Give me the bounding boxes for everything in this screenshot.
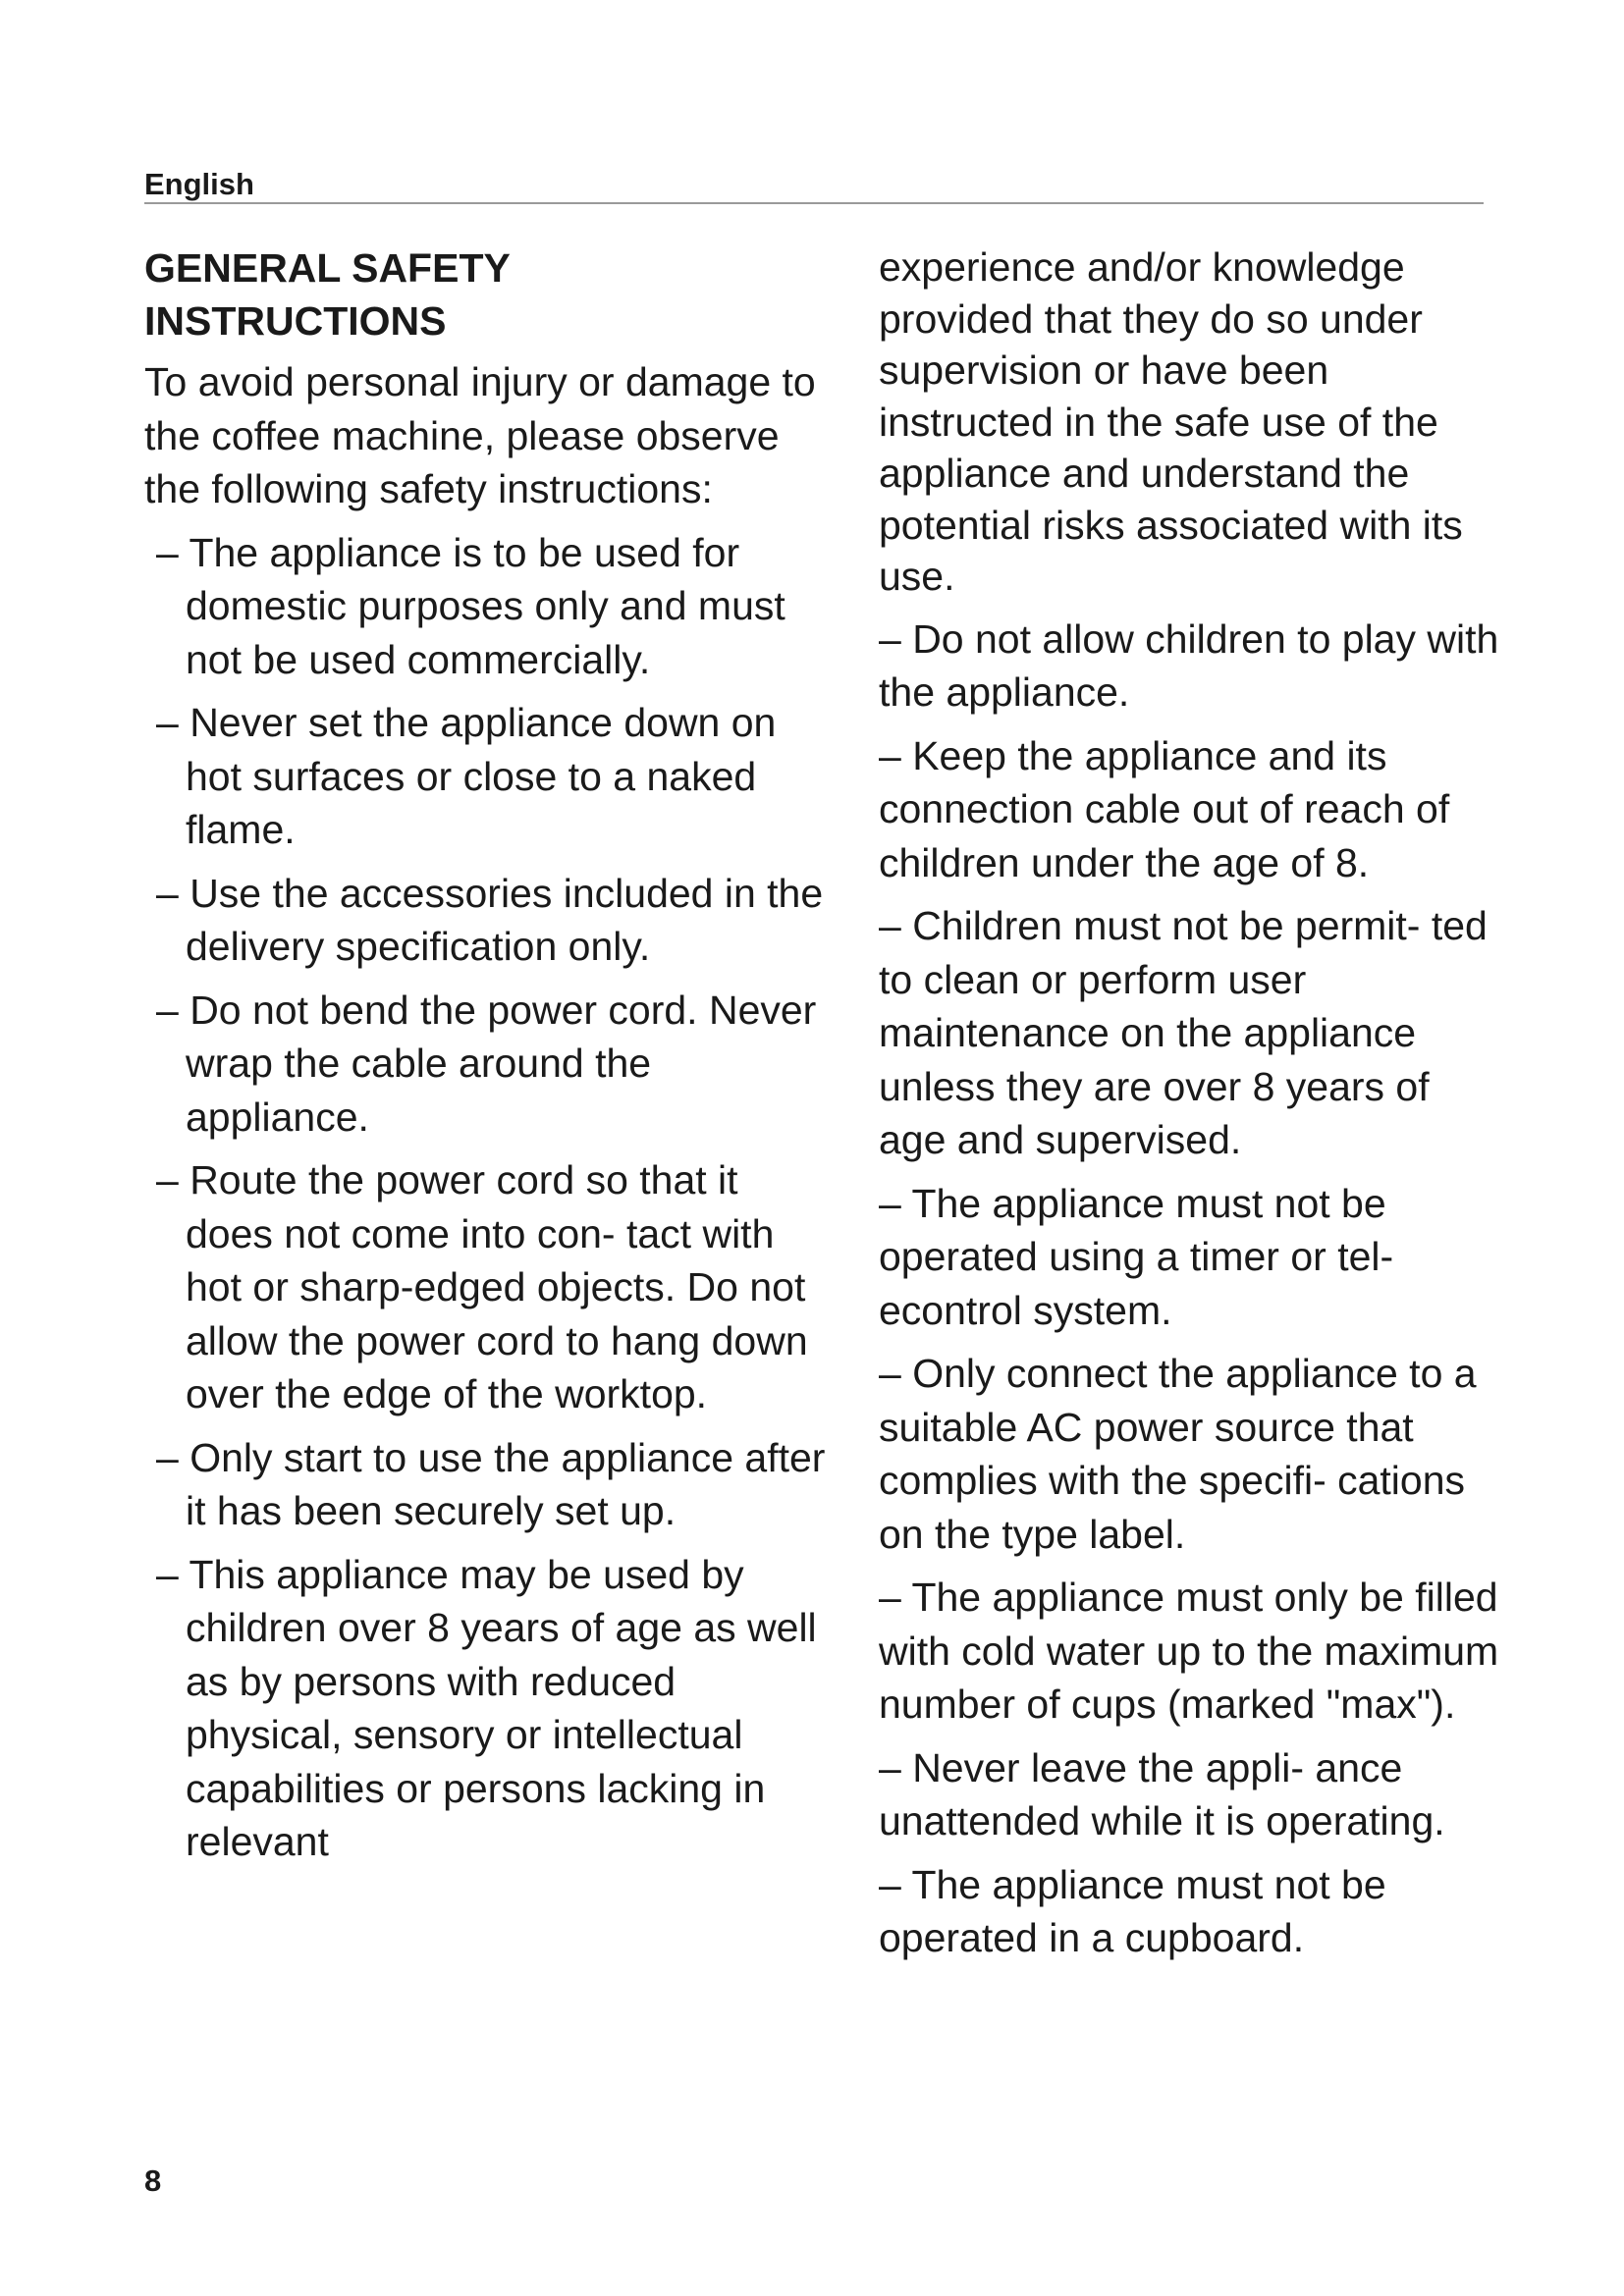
instruction-item: – The appliance must not be operated in a cupboard. — [879, 1861, 1386, 1960]
instruction-item: – Do not bend the power cord. Never wrap the cable around the appliance. — [156, 987, 817, 1140]
instruction-item: – The appliance is to be used for domestic purposes only and must not be used commercially. — [156, 529, 785, 682]
right-column — [879, 241, 1507, 1975]
left-instruction-list — [144, 526, 832, 1869]
instruction-item: – This appliance may be used by children over 8 years of age as well as by persons with reduced physical, sensory or intellectual capabilities or persons lacking in relevant — [156, 1551, 817, 1864]
instruction-item: – Children must not be permit- ted to clean or perform user maintenance on the appliance unless they are over 8 years of age and supervised. — [879, 903, 1488, 1162]
instruction-item: – Do not allow children to play with the appliance. — [879, 615, 1499, 715]
language-label: English — [144, 167, 254, 201]
instruction-item: – Never leave the appli- ance unattended while it is operating. — [879, 1744, 1445, 1843]
instruction-item: – Use the accessories included in the delivery specification only. — [156, 870, 824, 969]
intro-paragraph: To avoid personal injury or damage to the coffee machine, please observe the following safety instructions: — [144, 359, 816, 511]
right-instruction-list — [879, 613, 1507, 1965]
section-title-line1: GENERAL SAFETY — [144, 245, 511, 291]
instruction-item: – Only connect the appliance to a suitable AC power source that complies with the specifi- cations on the type label. — [879, 1351, 1477, 1557]
section-title-line2: INSTRUCTIONS — [144, 298, 447, 344]
instruction-item: – The appliance must only be filled with cold water up to the maximum number of cups (marked "max"). — [879, 1575, 1499, 1727]
header-divider — [144, 202, 1484, 204]
instruction-item: – Never set the appliance down on hot surfaces or close to a naked flame. — [156, 700, 777, 852]
instruction-item: – Keep the appliance and its connection cable out of reach of children under the age of 8. — [879, 732, 1450, 885]
continued-paragraph: experience and/or knowledge provided that they do so under supervision or have been instructed in the safe use of the appliance and understand the potential risks associated with its use. — [879, 244, 1463, 599]
left-column — [144, 241, 832, 1879]
page-number: 8 — [144, 2163, 162, 2198]
instruction-item: – Route the power cord so that it does not come into con- tact with hot or sharp-edged objects. Do not allow the power cord to hang down over the edge of the worktop. — [156, 1157, 808, 1416]
instruction-item: – Only start to use the appliance after it has been securely set up. — [156, 1434, 826, 1533]
instruction-item: – The appliance must not be operated using a timer or tel- econtrol system. — [879, 1180, 1394, 1333]
section-title — [144, 241, 832, 347]
